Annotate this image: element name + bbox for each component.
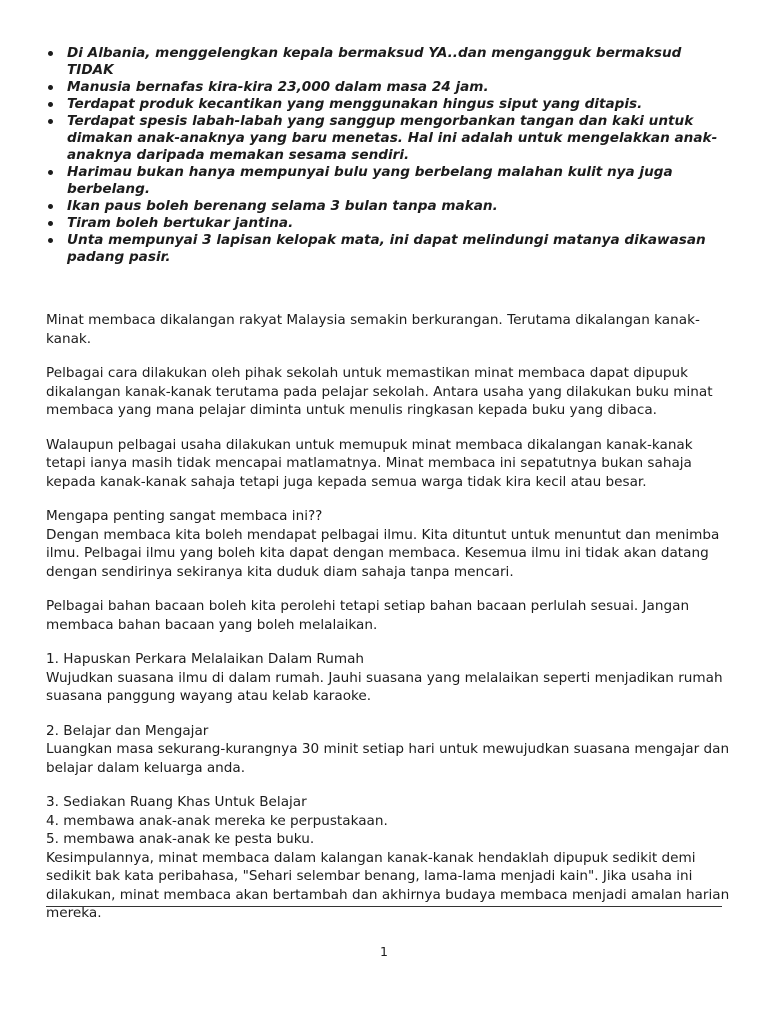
footer-divider (46, 906, 722, 907)
bullet-icon (48, 238, 53, 243)
fact-text: Tiram boleh bertukar jantina. (67, 215, 294, 231)
tip-2-heading: 2. Belajar dan Mengajar (46, 722, 209, 739)
why-read-heading: Mengapa penting sangat membaca ini?? (46, 508, 323, 524)
tip-1-text: Wujudkan suasana ilmu di dalam rumah. Jauhi suasana yang melalaikan seperti menjadikan rumah suasana panggung wayang atau kelab karaoke. (46, 669, 723, 704)
why-read-text: Dengan membaca kita boleh mendapat pelbagai ilmu. Kita dituntut untuk menuntut dan menimba ilmu. Pelbagai ilmu yang boleh kita dapat dengan membaca. Kesemua ilmu ini tidak akan datang dengan sendirinya sekiranya kita duduk diam sahaja tanpa mencari. (46, 526, 720, 580)
tips-3-5-section (46, 793, 736, 923)
tip-5-heading: 5. membawa anak-anak ke pesta buku. (46, 831, 315, 847)
intro-paragraph: Minat membaca dikalangan rakyat Malaysia semakin berkurangan. Terutama dikalangan kanak-kanak. (46, 312, 700, 347)
list-item (46, 198, 726, 215)
list-item (46, 113, 726, 164)
why-read-section (46, 507, 736, 581)
tip-4-heading: 4. membawa anak-anak mereka ke perpustakaan. (46, 812, 388, 829)
list-item (46, 96, 726, 113)
conclusion-text: Kesimpulannya, minat membaca dalam kalangan kanak-kanak hendaklah dipupuk sedikit demi sedikit bak kata peribahasa, "Sehari selembar benang, lama-lama menjadi kain". Jika usaha ini dilakukan, minat membaca akan bertambah dan akhirnya budaya membaca menjadi amalan harian mereka. (46, 849, 730, 921)
bullet-icon (48, 119, 53, 124)
fact-text: Terdapat produk kecantikan yang menggunakan hingus siput yang ditapis. (67, 96, 643, 112)
tip-1-section (46, 650, 736, 706)
materials-paragraph: Pelbagai bahan bacaan boleh kita perolehi tetapi setiap bahan bacaan perlulah sesuai. Jangan membaca bahan bacaan yang boleh melalaikan. (46, 598, 690, 633)
fact-text: Ikan paus boleh berenang selama 3 bulan tanpa makan. (67, 198, 498, 214)
tip-3-heading: 3. Sediakan Ruang Khas Untuk Belajar (46, 794, 307, 810)
list-item (46, 79, 726, 96)
fact-text: Harimau bukan hanya mempunyai bulu yang berbelang malahan kulit nya juga berbelang. (67, 164, 673, 197)
schools-paragraph: Pelbagai cara dilakukan oleh pihak sekolah untuk memastikan minat membaca dapat dipupuk dikalangan kanak-kanak terutama pada pelajar sekolah. Antara usaha yang dilakukan buku minat membaca yang mana pelajar diminta untuk menulis ringkasan kepada buku yang dibaca. (46, 365, 713, 418)
bullet-icon (48, 85, 53, 90)
bullet-icon (48, 204, 53, 209)
tip-2-section (46, 722, 736, 778)
bullet-icon (48, 221, 53, 226)
list-item (46, 232, 726, 266)
bullet-icon (48, 51, 53, 56)
tip-1-heading: 1. Hapuskan Perkara Melalaikan Dalam Rumah (46, 651, 365, 667)
bullet-icon (48, 170, 53, 175)
efforts-paragraph: Walaupun pelbagai usaha dilakukan untuk memupuk minat membaca dikalangan kanak-kanak tetapi ianya masih tidak mencapai matlamatnya. Minat membaca ini sepatutnya bukan sahaja kepada kanak-kanak sahaja tetapi juga kepada semua warga tidak kira kecil atau besar. (46, 436, 693, 490)
fact-text: Manusia bernafas kira-kira 23,000 dalam masa 24 jam. (67, 79, 489, 95)
article-body (46, 311, 736, 939)
list-item (46, 215, 726, 232)
tip-2-text: Luangkan masa sekurang-kurangnya 30 minit setiap hari untuk mewujudkan suasana mengajar dan belajar dalam keluarga anda. (46, 741, 730, 776)
fact-text: Terdapat spesis labah-labah yang sanggup mengorbankan tangan dan kaki untuk dimakan anak-anaknya yang baru menetas. Hal ini adalah untuk mengelakkan anak-anaknya daripada memakan sesama sendiri. (67, 113, 718, 163)
page-number: 1 (380, 944, 388, 959)
list-item (46, 164, 726, 198)
fact-text: Di Albania, menggelengkan kepala bermaksud YA..dan mengangguk bermaksud TIDAK (67, 45, 682, 78)
fact-list (46, 45, 726, 266)
bullet-icon (48, 102, 53, 107)
list-item (46, 45, 726, 79)
fact-text: Unta mempunyai 3 lapisan kelopak mata, ini dapat melindungi matanya dikawasan padang pasir. (67, 232, 706, 265)
